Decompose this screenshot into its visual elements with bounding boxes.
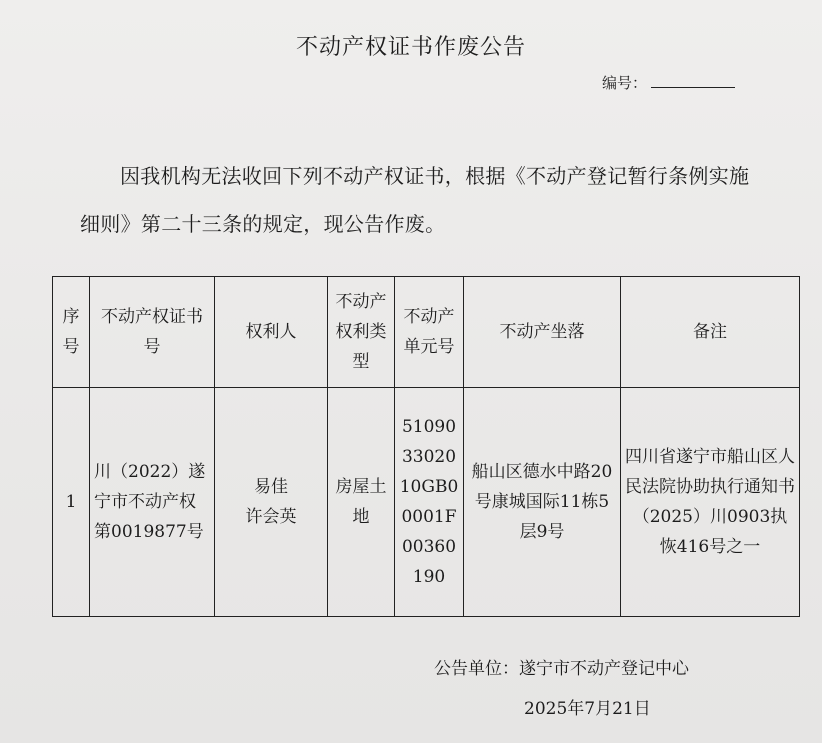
cell-remarks: 四川省遂宁市船山区人民法院协助执行通知书（2025）川0903执恢416号之一 (621, 388, 800, 617)
header-location: 不动产坐落 (464, 277, 621, 388)
cell-cert-no: 川（2022）遂宁市不动产权第0019877号 (90, 388, 215, 617)
doc-number (602, 72, 735, 93)
issuing-unit: 公告单位：遂宁市不动产登记中心 (434, 659, 689, 679)
cell-unit-no: 510903302010GB00001F00360190 (395, 388, 464, 617)
page-title: 不动产权证书作废公告 (295, 35, 526, 60)
announcement-body: 因我机构无法收回下列不动产权证书，根据《不动产登记暂行条例实施细则》第二十三条的规定，现公告作废。 (80, 164, 750, 236)
issue-date: 2025年7月21日 (524, 699, 651, 719)
cell-location: 船山区德水中路20号康城国际11栋5层9号 (464, 388, 621, 617)
header-remarks: 备注 (621, 277, 800, 388)
cell-index: 1 (53, 388, 90, 617)
doc-number-label: 编号： (602, 74, 648, 92)
header-right-type: 不动产权利类型 (328, 277, 395, 388)
owner-name-2: 许会英 (245, 507, 297, 527)
header-index: 序号 (53, 277, 90, 388)
owner-name-1: 易佳 (254, 477, 288, 497)
table-row (53, 388, 800, 617)
table-header-row (53, 277, 800, 388)
header-cert-no: 不动产权证书号 (90, 277, 215, 388)
cell-right-type: 房屋土地 (328, 388, 395, 617)
header-owner: 权利人 (215, 277, 328, 388)
header-unit-no: 不动产单元号 (395, 277, 464, 388)
cell-owner (215, 388, 328, 617)
doc-number-blank (651, 73, 735, 88)
certificate-table (52, 276, 800, 617)
